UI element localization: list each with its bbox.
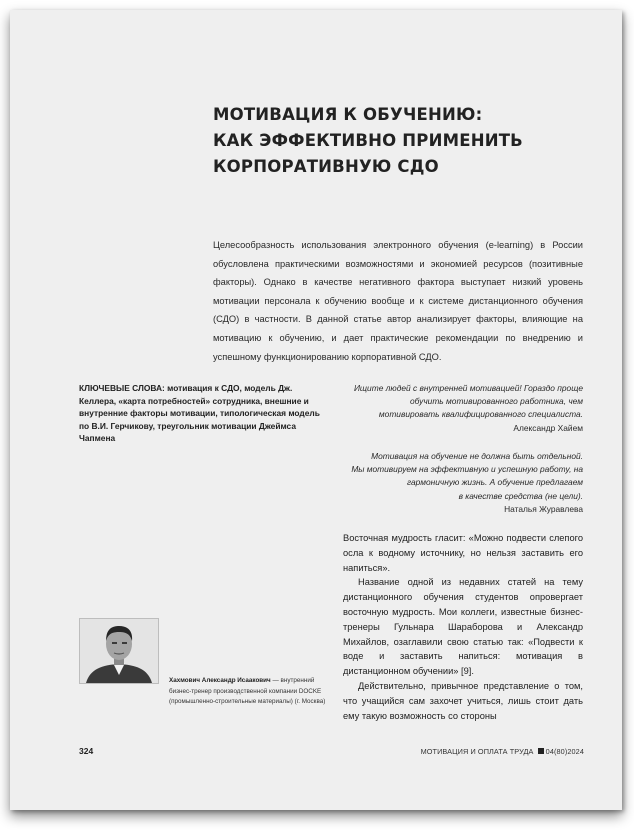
author-bio	[169, 676, 334, 708]
journal-footer	[421, 747, 584, 756]
keywords-block	[79, 382, 329, 445]
title-line: МОТИВАЦИЯ К ОБУЧЕНИЮ:	[213, 105, 483, 124]
author-portrait-icon	[80, 619, 158, 683]
epigraph-author: Наталья Журавлева	[504, 503, 583, 514]
title-line: КОРПОРАТИВНУЮ СДО	[213, 157, 439, 176]
journal-issue: 04(80)2024	[545, 747, 584, 756]
epigraph-quote-line: мотивировать квалифицированного специалиста.	[378, 409, 583, 420]
author-description: — внутренний бизнес-тренер производственной компании DOCKE (промышленно-строительные материалы) (г. Москва)	[169, 677, 326, 706]
epigraph-quote-line: Ищите людей с внутренней мотивацией! Гораздо проще	[353, 383, 583, 393]
square-bullet-icon	[538, 748, 544, 754]
epigraph-quote-line: гармоничную жизнь. А обучение предлагаем	[406, 477, 583, 488]
body-paragraph: Действительно, привычное представление о том, что учащийся сам захочет учиться, лишь стоит дать ему такую возможность со стороны	[343, 680, 583, 721]
epigraph-quote-line: Мотивация на обучение не должна быть отдельной.	[371, 451, 583, 461]
epigraph-quote-line: в качестве средства (не цели).	[458, 490, 583, 501]
author-name: Хахмович Александр Исаакович	[169, 677, 271, 684]
epigraph	[335, 450, 583, 516]
keywords-text: мотивация к СДО, модель Дж. Келлера, «карта потребностей» сотрудника, внешние и внутренние факторы мотивации, типологическая модель по В.И. Герчикову, треугольник мотивации Джеймса Чапмена	[79, 383, 320, 444]
journal-page	[10, 10, 622, 810]
epigraph-quote-line: обучить мотивированного работника, чем	[409, 396, 583, 407]
article-title	[213, 102, 573, 180]
epigraph	[335, 382, 583, 435]
body-paragraph: Название одной из недавних статей на тему дистанционного обучения студентов опровергает восточную мудрость. Мои коллеги, известные бизнес-тренеры Гульнара Шарaборова и Александр Михайлов, озаглавили свою статью так: «Подвести к воде и заставить напиться: мотивация в дистанционном обучении» [9].	[343, 577, 583, 677]
epigraph-quote-line: Мы мотивируем на эффективную и успешную работу, на	[351, 464, 583, 475]
epigraph-author: Александр Хайем	[513, 422, 583, 433]
article-body	[343, 531, 583, 723]
article-abstract: Целесообразность использования электронного обучения (e-learning) в России обусловлена практическими возможностями и экономией ресурсов (позитивные факторы). Однако в качестве негативного фактора выступает низкий уровень мотивации персонала к обучению вообще и к системе дистанционного обучения (СДО) в частности. В данной статье автор анализирует факторы, влияющие на мотивацию к обучению, и дает практические рекомендации по внедрению и успешному функционированию корпоративной СДО.	[213, 240, 583, 362]
page-number: 324	[79, 746, 94, 756]
keywords-label: КЛЮЧЕВЫЕ СЛОВА:	[79, 383, 165, 393]
author-photo	[79, 618, 159, 684]
title-line: КАК ЭФФЕКТИВНО ПРИМЕНИТЬ	[213, 131, 523, 150]
journal-name: МОТИВАЦИЯ И ОПЛАТА ТРУДА	[420, 747, 534, 756]
body-paragraph: Восточная мудрость гласит: «Можно подвести слепого осла к водному источнику, но нельзя заставить его напиться».	[343, 533, 583, 573]
